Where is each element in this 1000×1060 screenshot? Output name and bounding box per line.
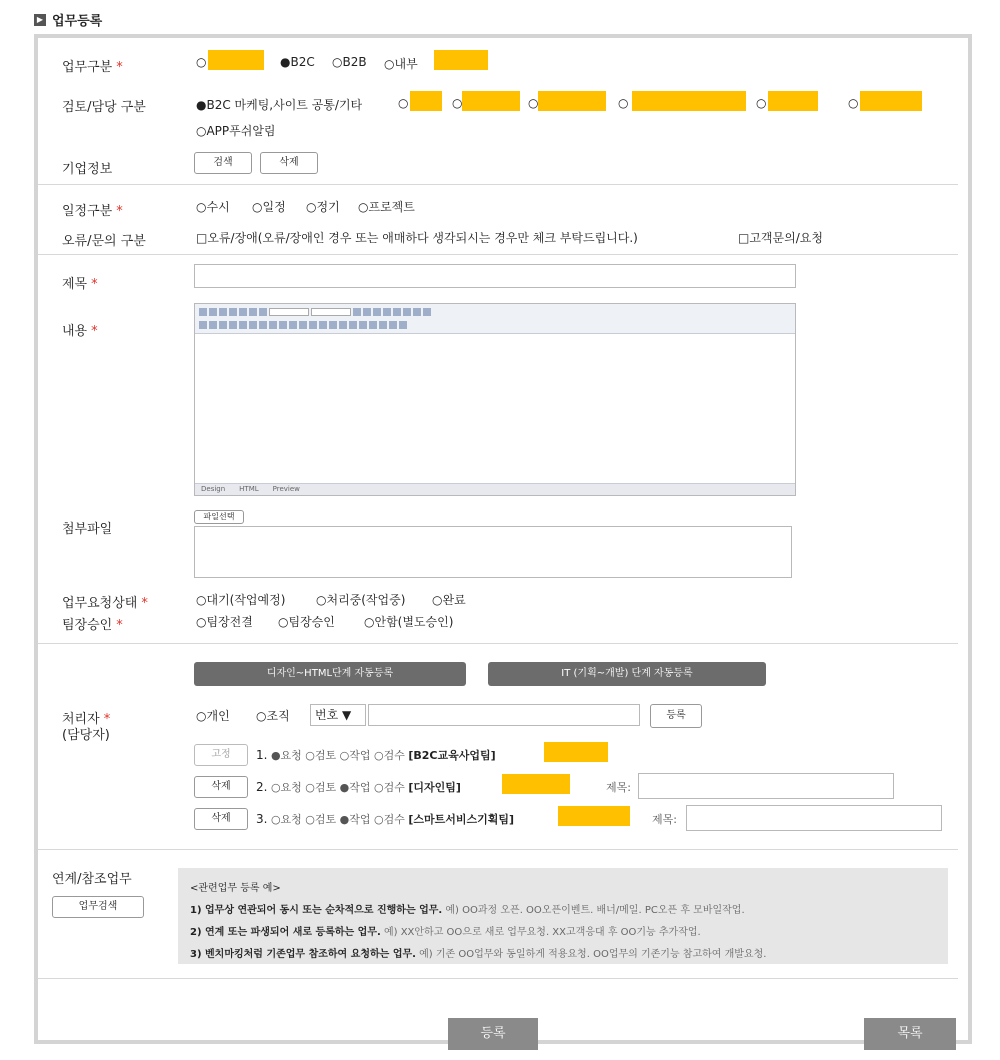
handler-sub-label: (담당자) <box>62 728 110 743</box>
redaction-mask <box>538 91 606 111</box>
review-radio-app-push[interactable]: ○APP푸쉬알림 <box>196 124 276 138</box>
handler-item-status[interactable]: ○요청 ○검토 ●작업 ○검수 <box>270 813 405 826</box>
editor-tab-preview[interactable]: Preview <box>272 485 300 493</box>
task-search-button[interactable]: 업무검색 <box>52 896 144 918</box>
divider <box>38 849 958 850</box>
task-type-radio-internal[interactable]: ○내부 <box>384 57 418 71</box>
handler-subject-input[interactable] <box>638 773 894 799</box>
review-radio[interactable]: ○ <box>398 96 409 110</box>
schedule-radio-scheduled[interactable]: ○일정 <box>252 200 286 214</box>
redaction-mask <box>502 774 570 794</box>
editor-toolbar-row[interactable] <box>199 308 431 318</box>
schedule-radio-regular[interactable]: ○정기 <box>306 200 340 214</box>
delete-button[interactable]: 삭제 <box>194 808 248 830</box>
handler-radio-person[interactable]: ○개인 <box>196 709 230 723</box>
attach-label: 첨부파일 <box>62 522 113 537</box>
task-type-radio-1[interactable]: ○ <box>196 55 207 69</box>
redaction-mask <box>544 742 608 762</box>
redaction-mask <box>410 91 442 111</box>
redaction-mask <box>768 91 818 111</box>
design-html-auto-button[interactable]: 디자인~HTML단계 자동등록 <box>194 662 466 686</box>
handler-subject-input[interactable] <box>686 805 942 831</box>
handler-item-team: [디자인팀] <box>408 781 461 794</box>
handler-item: 1. ●요청 ○검토 ○작업 ○검수 [B2C교육사업팀] <box>256 748 496 762</box>
handler-subject-label: 제목: <box>652 813 677 826</box>
redaction-mask <box>860 91 922 111</box>
redaction-mask <box>558 806 630 826</box>
inquiry-checkbox[interactable]: □고객문의/요청 <box>738 231 823 245</box>
review-radio[interactable]: ○ <box>848 96 859 110</box>
status-radio-waiting[interactable]: ○대기(작업예정) <box>196 593 286 607</box>
content-label: 내용 * <box>62 324 98 339</box>
review-radio[interactable]: ○ <box>452 96 463 110</box>
help-line: 1) 업무상 연관되어 동시 또는 순차적으로 진행하는 업무. 예) OO과정 오픈. OO오픈이벤트. 배너/메일. PC오픈 후 모바일작업. <box>190 905 745 916</box>
divider <box>38 978 958 979</box>
schedule-radio-anytime[interactable]: ○수시 <box>196 200 230 214</box>
help-title: <관련업무 등록 예> <box>190 883 281 894</box>
divider <box>38 254 958 255</box>
review-radio[interactable]: ○ <box>756 96 767 110</box>
handler-item-status[interactable]: ●요청 ○검토 ○작업 ○검수 <box>270 749 405 762</box>
status-radio-in-progress[interactable]: ○처리중(작업중) <box>316 593 406 607</box>
handler-item-team: [B2C교육사업팀] <box>408 749 496 762</box>
page-title-text: 업무등록 <box>52 14 103 29</box>
file-select-button[interactable]: 파일선택 <box>194 510 244 524</box>
review-radio[interactable]: ○ <box>528 96 539 110</box>
editor-toolbar-row[interactable] <box>199 321 407 331</box>
task-type-radio-b2b[interactable]: ○B2B <box>332 55 367 69</box>
redaction-mask <box>632 91 746 111</box>
play-box-icon: ▶ <box>34 14 46 26</box>
leader-radio-none[interactable]: ○안함(별도승인) <box>364 615 454 629</box>
help-line: 3) 벤치마킹처럼 기존업무 참조하여 요청하는 업무. 예) 기존 OO업무와 동일하게 적용요청. OO업무의 기존기능 참고하여 개발요청. <box>190 949 767 960</box>
handler-search-input[interactable] <box>368 704 640 726</box>
editor-toolbar <box>195 304 795 334</box>
fixed-button[interactable]: 고정 <box>194 744 248 766</box>
handler-item-team: [스마트서비스기획팀] <box>408 813 515 826</box>
subject-label: 제목 * <box>62 277 98 292</box>
it-auto-button[interactable]: IT (기획~개발) 단계 자동등록 <box>488 662 766 686</box>
delete-button[interactable]: 삭제 <box>194 776 248 798</box>
editor-tab-html[interactable]: HTML <box>239 485 259 493</box>
subject-input[interactable] <box>194 264 796 288</box>
attach-list[interactable] <box>194 526 792 578</box>
error-checkbox[interactable]: □오류/장애(오류/장애인 경우 또는 애매하다 생각되시는 경우만 체크 부탁드립니다.) <box>196 231 638 245</box>
review-radio-b2c[interactable]: ●B2C 마케팅,사이트 공통/기타 <box>196 98 363 112</box>
leader-radio-approve[interactable]: ○팀장승인 <box>278 615 335 629</box>
link-help-box <box>178 868 948 964</box>
page-title <box>34 10 102 29</box>
handler-type-select[interactable]: 번호 ▼ <box>310 704 366 726</box>
handler-item: 3. ○요청 ○검토 ●작업 ○검수 [스마트서비스기획팀] <box>256 812 515 826</box>
submit-button[interactable]: 등록 <box>448 1018 538 1050</box>
divider <box>38 184 958 185</box>
help-line: 2) 연계 또는 파생되어 새로 등록하는 업무. 예) XX안하고 OO으로 새로 업무요청. XX고객응대 후 OO기능 추가작업. <box>190 927 701 938</box>
status-radio-done[interactable]: ○완료 <box>432 593 466 607</box>
size-select[interactable] <box>311 308 351 316</box>
leader-approval-label: 팀장승인 * <box>62 618 123 633</box>
redaction-mask <box>434 50 488 70</box>
schedule-label: 일정구분 * <box>62 204 123 219</box>
handler-radio-org[interactable]: ○조직 <box>256 709 290 723</box>
handler-register-button[interactable]: 등록 <box>650 704 702 728</box>
editor-tab-design[interactable]: Design <box>201 485 226 493</box>
font-select[interactable] <box>269 308 309 316</box>
company-delete-button[interactable]: 삭제 <box>260 152 318 174</box>
divider <box>38 643 958 644</box>
company-label: 기업정보 <box>62 162 113 177</box>
error-label: 오류/문의 구분 <box>62 234 146 249</box>
company-search-button[interactable]: 검색 <box>194 152 252 174</box>
editor-mode-tabs <box>195 483 795 495</box>
handler-item-status[interactable]: ○요청 ○검토 ●작업 ○검수 <box>270 781 405 794</box>
link-label: 연계/참조업무 <box>52 872 132 887</box>
task-type-label: 업무구분 * <box>62 60 123 75</box>
handler-subject-label: 제목: <box>606 781 631 794</box>
handler-label: 처리자 * <box>62 712 111 727</box>
schedule-radio-project[interactable]: ○프로젝트 <box>358 200 415 214</box>
content-editor[interactable] <box>194 303 796 496</box>
review-radio[interactable]: ○ <box>618 96 629 110</box>
task-type-radio-b2c[interactable]: ●B2C <box>280 55 315 69</box>
review-label: 검토/담당 구분 <box>62 100 146 115</box>
redaction-mask <box>208 50 264 70</box>
leader-radio-direct[interactable]: ○팀장전결 <box>196 615 253 629</box>
handler-item: 2. ○요청 ○검토 ●작업 ○검수 [디자인팀] <box>256 780 461 794</box>
list-button[interactable]: 목록 <box>864 1018 956 1050</box>
request-status-label: 업무요청상태 * <box>62 596 148 611</box>
redaction-mask <box>462 91 520 111</box>
